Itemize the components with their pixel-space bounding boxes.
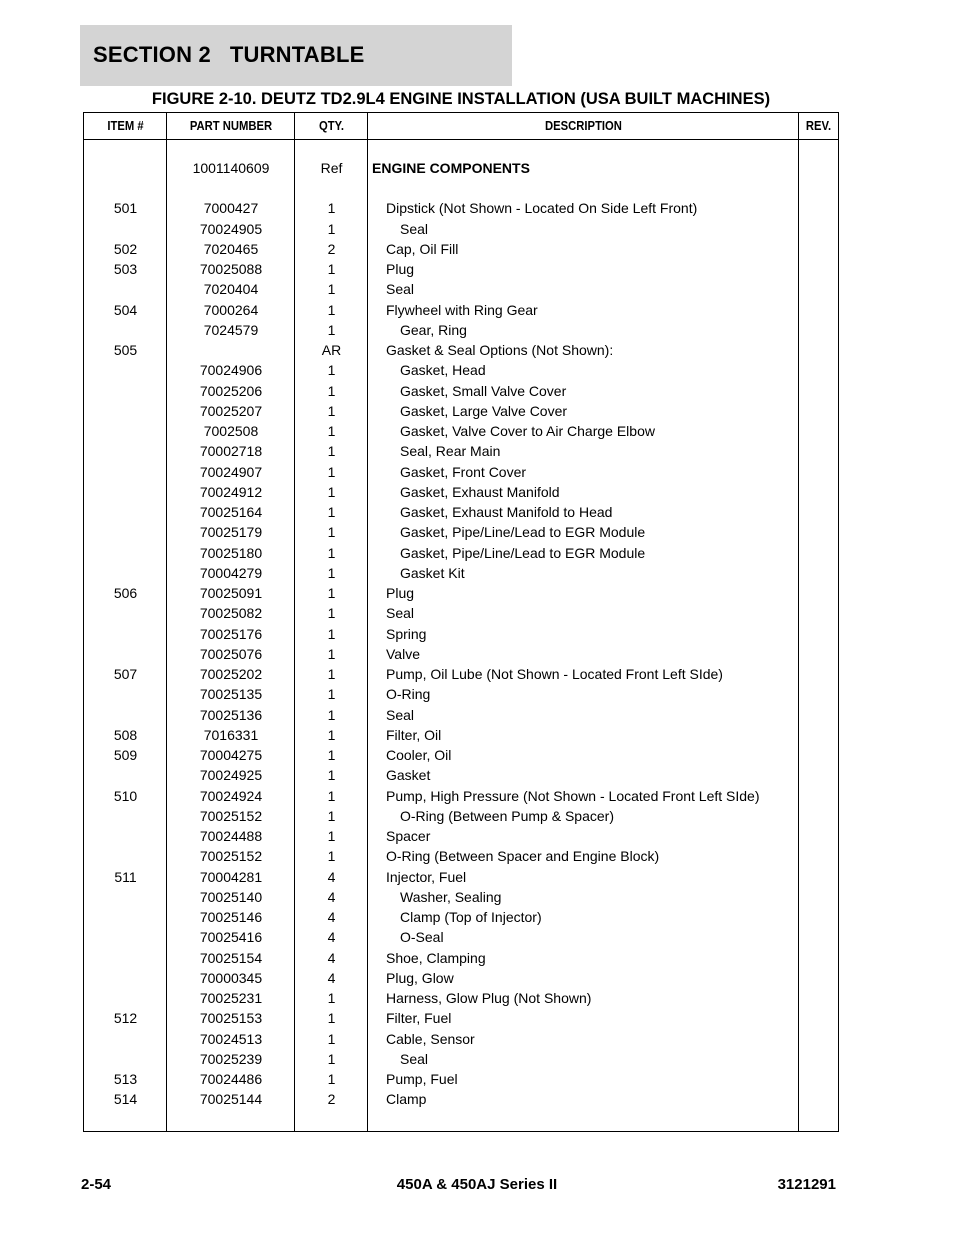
- cell-quantity: 4: [327, 969, 336, 986]
- cell-description: Seal, Rear Main: [400, 443, 501, 460]
- section-header: [80, 25, 512, 86]
- table-row: [84, 603, 838, 623]
- cell-quantity: 1: [327, 767, 336, 784]
- cell-part-number: 70025091: [199, 585, 263, 601]
- table-row: [84, 624, 838, 644]
- cell-quantity: 1: [327, 605, 336, 622]
- table-row: [84, 421, 838, 441]
- cell-quantity: 1: [327, 483, 336, 500]
- cell-quantity: Ref: [320, 160, 343, 176]
- cell-part-number: 70025082: [199, 605, 263, 622]
- header-item: ITEM #: [107, 119, 144, 133]
- table-row: [84, 826, 838, 846]
- cell-part-number: 70025239: [199, 1050, 263, 1067]
- cell-part-number: 70025088: [199, 261, 263, 277]
- cell-description: Clamp: [386, 1091, 427, 1108]
- table-row: [84, 340, 838, 360]
- cell-description: ENGINE COMPONENTS: [372, 160, 530, 176]
- cell-quantity: 4: [327, 868, 336, 885]
- cell-part-number: 70025146: [199, 909, 263, 925]
- cell-description: Filter, Oil: [386, 726, 442, 743]
- cell-quantity: 1: [327, 1050, 336, 1067]
- cell-description: Valve: [386, 645, 420, 662]
- cell-quantity: 1: [327, 524, 336, 541]
- cell-part-number: 70025164: [199, 504, 263, 520]
- cell-quantity: AR: [321, 342, 342, 358]
- table-row: [84, 462, 838, 482]
- cell-quantity: 1: [327, 564, 336, 581]
- table-row: [84, 482, 838, 502]
- cell-quantity: 1: [327, 807, 336, 824]
- cell-part-number: 70025076: [199, 645, 263, 662]
- cell-quantity: 2: [327, 240, 336, 257]
- table-row: [84, 1069, 838, 1089]
- table-row: [84, 745, 838, 765]
- cell-quantity: 1: [327, 301, 336, 318]
- table-row: [84, 381, 838, 401]
- cell-quantity: 1: [327, 261, 336, 277]
- cell-quantity: 4: [327, 949, 336, 966]
- cell-item-number: 506: [113, 585, 138, 601]
- cell-description: Gasket Kit: [400, 564, 465, 581]
- cell-item-number: 513: [113, 1071, 138, 1087]
- cell-description: Gasket, Pipe/Line/Lead to EGR Module: [400, 524, 646, 541]
- cell-quantity: 1: [327, 423, 336, 439]
- cell-part-number: 70025206: [199, 382, 263, 399]
- cell-description: Washer, Sealing: [400, 888, 502, 905]
- table-row: [84, 968, 838, 988]
- cell-quantity: 1: [327, 362, 336, 379]
- cell-description: Spacer: [386, 828, 431, 844]
- cell-quantity: 1: [327, 747, 336, 763]
- cell-part-number: 70002718: [199, 443, 263, 460]
- cell-description: Gasket, Front Cover: [400, 463, 527, 480]
- cell-part-number: 70025179: [199, 524, 263, 541]
- table-row: [84, 583, 838, 603]
- cell-part-number: 70004281: [199, 868, 263, 885]
- cell-part-number: 70025135: [199, 686, 263, 703]
- footer-model: 450A & 450AJ Series II: [396, 1176, 558, 1193]
- cell-description: O-Seal: [400, 929, 444, 946]
- cell-description: Seal: [386, 605, 415, 622]
- table-row: [84, 846, 838, 866]
- table-row: [84, 806, 838, 826]
- cell-part-number: 70004279: [199, 564, 263, 581]
- cell-description: Cap, Oil Fill: [386, 240, 459, 257]
- cell-part-number: 1001140609: [192, 160, 270, 176]
- cell-description: O-Ring (Between Spacer and Engine Block): [386, 848, 660, 865]
- cell-quantity: 1: [327, 463, 336, 480]
- figure-title: FIGURE 2-10. DEUTZ TD2.9L4 ENGINE INSTALLATION (USA BUILT MACHINES): [151, 90, 771, 108]
- cell-quantity: 1: [327, 828, 336, 844]
- cell-part-number: 70025140: [199, 888, 263, 905]
- cell-quantity: 1: [327, 544, 336, 561]
- table-row: [84, 1089, 838, 1109]
- cell-description: Cooler, Oil: [386, 747, 452, 763]
- table-row: [84, 441, 838, 461]
- cell-item-number: 508: [113, 726, 138, 743]
- cell-part-number: 70004275: [199, 747, 263, 763]
- cell-description: Gasket: [386, 767, 431, 784]
- cell-part-number: 7000264: [203, 301, 259, 318]
- table-row: [84, 279, 838, 299]
- cell-part-number: 7000427: [203, 200, 259, 217]
- cell-quantity: 1: [327, 200, 336, 217]
- table-row: [84, 948, 838, 968]
- table-row: [84, 765, 838, 785]
- cell-part-number: 70024907: [199, 463, 263, 480]
- table-row: [84, 239, 838, 259]
- cell-item-number: 501: [113, 200, 138, 217]
- cell-part-number: 70025180: [199, 544, 263, 561]
- cell-quantity: 1: [327, 645, 336, 662]
- cell-part-number: 70025207: [199, 402, 263, 419]
- parts-table: [83, 112, 839, 1132]
- cell-part-number: 70024905: [199, 220, 263, 237]
- cell-item-number: 514: [113, 1091, 138, 1108]
- table-row: [84, 320, 838, 340]
- table-row: [84, 1049, 838, 1069]
- cell-item-number: 512: [113, 1010, 138, 1027]
- table-row: [84, 684, 838, 704]
- table-row: [84, 644, 838, 664]
- cell-description: Harness, Glow Plug (Not Shown): [386, 990, 592, 1006]
- cell-item-number: 505: [113, 342, 138, 358]
- cell-description: Spring: [386, 625, 427, 642]
- cell-quantity: 1: [327, 504, 336, 520]
- cell-quantity: 2: [327, 1091, 336, 1108]
- cell-item-number: 507: [113, 666, 138, 682]
- cell-quantity: 4: [327, 888, 336, 905]
- cell-item-number: 510: [113, 787, 138, 804]
- table-row: [84, 522, 838, 542]
- cell-item-number: 503: [113, 261, 138, 277]
- cell-part-number: 7020465: [203, 240, 259, 257]
- cell-description: Clamp (Top of Injector): [400, 909, 542, 925]
- cell-description: Gasket, Pipe/Line/Lead to EGR Module: [400, 544, 646, 561]
- table-row: [84, 502, 838, 522]
- cell-quantity: 1: [327, 382, 336, 399]
- cell-quantity: 1: [327, 666, 336, 682]
- cell-description: O-Ring: [386, 686, 431, 703]
- table-body: [84, 158, 838, 1110]
- cell-description: Plug: [386, 261, 415, 277]
- cell-description: Plug, Glow: [386, 969, 454, 986]
- header-rev: REV.: [805, 119, 832, 133]
- cell-quantity: 1: [327, 585, 336, 601]
- table-row: [84, 259, 838, 279]
- cell-part-number: 70024486: [199, 1071, 263, 1087]
- table-row: [84, 543, 838, 563]
- footer-page-number: 2-54: [81, 1176, 112, 1193]
- cell-part-number: 70024906: [199, 362, 263, 379]
- table-row: [84, 401, 838, 421]
- table-row: [84, 988, 838, 1008]
- table-row: [84, 1008, 838, 1028]
- cell-part-number: 7016331: [203, 726, 259, 743]
- cell-quantity: 1: [327, 990, 336, 1006]
- table-row: [84, 907, 838, 927]
- table-row: [84, 664, 838, 684]
- footer-doc-number: 3121291: [777, 1176, 836, 1193]
- cell-description: Seal: [386, 281, 415, 298]
- cell-part-number: 70025152: [199, 848, 263, 865]
- header-divider: [84, 139, 838, 140]
- cell-part-number: 70025416: [199, 929, 263, 946]
- header-qty: QTY.: [318, 119, 345, 133]
- cell-part-number: 70025144: [199, 1091, 263, 1108]
- cell-quantity: 1: [327, 220, 336, 237]
- cell-part-number: 70024488: [199, 828, 263, 844]
- table-row: [84, 725, 838, 745]
- cell-description: Gasket & Seal Options (Not Shown):: [386, 342, 614, 358]
- cell-description: Gasket, Exhaust Manifold to Head: [400, 504, 613, 520]
- cell-quantity: 1: [327, 706, 336, 723]
- cell-item-number: 509: [113, 747, 138, 763]
- cell-item-number: 511: [114, 868, 137, 885]
- cell-quantity: 1: [327, 1010, 336, 1027]
- cell-description: Seal: [400, 220, 429, 237]
- cell-part-number: 70024925: [199, 767, 263, 784]
- cell-description: Seal: [400, 1050, 429, 1067]
- cell-quantity: 4: [327, 929, 336, 946]
- cell-description: Injector, Fuel: [386, 868, 467, 885]
- cell-description: Dipstick (Not Shown - Located On Side Left Front): [386, 200, 698, 217]
- cell-description: Flywheel with Ring Gear: [386, 301, 538, 318]
- cell-part-number: 70024924: [199, 787, 263, 804]
- cell-description: Gear, Ring: [400, 321, 467, 338]
- table-row: [84, 563, 838, 583]
- cell-quantity: 1: [327, 321, 336, 338]
- cell-quantity: 1: [327, 848, 336, 865]
- cell-description: Gasket, Valve Cover to Air Charge Elbow: [400, 423, 655, 439]
- cell-quantity: 1: [327, 625, 336, 642]
- table-row: [84, 927, 838, 947]
- cell-description: Pump, Fuel: [386, 1071, 458, 1087]
- table-row: [84, 219, 838, 239]
- cell-quantity: 1: [327, 787, 336, 804]
- cell-description: Pump, Oil Lube (Not Shown - Located Front Left SIde): [386, 666, 723, 682]
- cell-quantity: 1: [327, 726, 336, 743]
- cell-description: Cable, Sensor: [386, 1030, 475, 1047]
- cell-part-number: 70025202: [199, 666, 263, 682]
- cell-description: Plug: [386, 585, 415, 601]
- cell-item-number: 504: [113, 301, 138, 318]
- cell-quantity: 1: [327, 443, 336, 460]
- cell-part-number: 70025154: [199, 949, 263, 966]
- cell-description: Gasket, Large Valve Cover: [400, 402, 568, 419]
- table-row: [84, 360, 838, 380]
- table-row: [84, 158, 838, 178]
- cell-part-number: 7002508: [203, 423, 259, 439]
- table-row: [84, 887, 838, 907]
- cell-quantity: 4: [327, 909, 336, 925]
- cell-quantity: 1: [327, 686, 336, 703]
- cell-part-number: 7024579: [203, 321, 259, 338]
- cell-description: Filter, Fuel: [386, 1010, 452, 1027]
- cell-description: Gasket, Small Valve Cover: [400, 382, 567, 399]
- section-title: SECTION 2 TURNTABLE: [93, 42, 365, 67]
- cell-quantity: 1: [327, 281, 336, 298]
- table-row: [84, 867, 838, 887]
- cell-description: Pump, High Pressure (Not Shown - Located Front Left SIde): [386, 787, 760, 804]
- cell-quantity: 1: [327, 402, 336, 419]
- cell-description: Gasket, Head: [400, 362, 486, 379]
- cell-part-number: 7020404: [203, 281, 259, 298]
- cell-quantity: 1: [327, 1071, 336, 1087]
- cell-quantity: 1: [327, 1030, 336, 1047]
- table-row: [84, 198, 838, 218]
- cell-description: O-Ring (Between Pump & Spacer): [400, 807, 614, 824]
- cell-part-number: 70025176: [199, 625, 263, 642]
- cell-part-number: 70024912: [199, 483, 263, 500]
- table-row: [84, 300, 838, 320]
- table-row: [84, 1029, 838, 1049]
- cell-part-number: 70025136: [199, 706, 263, 723]
- cell-description: Seal: [386, 706, 415, 723]
- cell-part-number: 70025153: [199, 1010, 263, 1027]
- table-row: [84, 705, 838, 725]
- cell-part-number: 70025231: [199, 990, 263, 1006]
- cell-part-number: 70000345: [199, 969, 263, 986]
- header-part-number: PART NUMBER: [189, 119, 273, 133]
- cell-description: Gasket, Exhaust Manifold: [400, 483, 560, 500]
- cell-description: Shoe, Clamping: [386, 949, 486, 966]
- header-description: DESCRIPTION: [545, 119, 622, 133]
- cell-item-number: 502: [113, 240, 138, 257]
- table-row: [84, 786, 838, 806]
- cell-part-number: 70025152: [199, 807, 263, 824]
- cell-part-number: 70024513: [199, 1030, 263, 1047]
